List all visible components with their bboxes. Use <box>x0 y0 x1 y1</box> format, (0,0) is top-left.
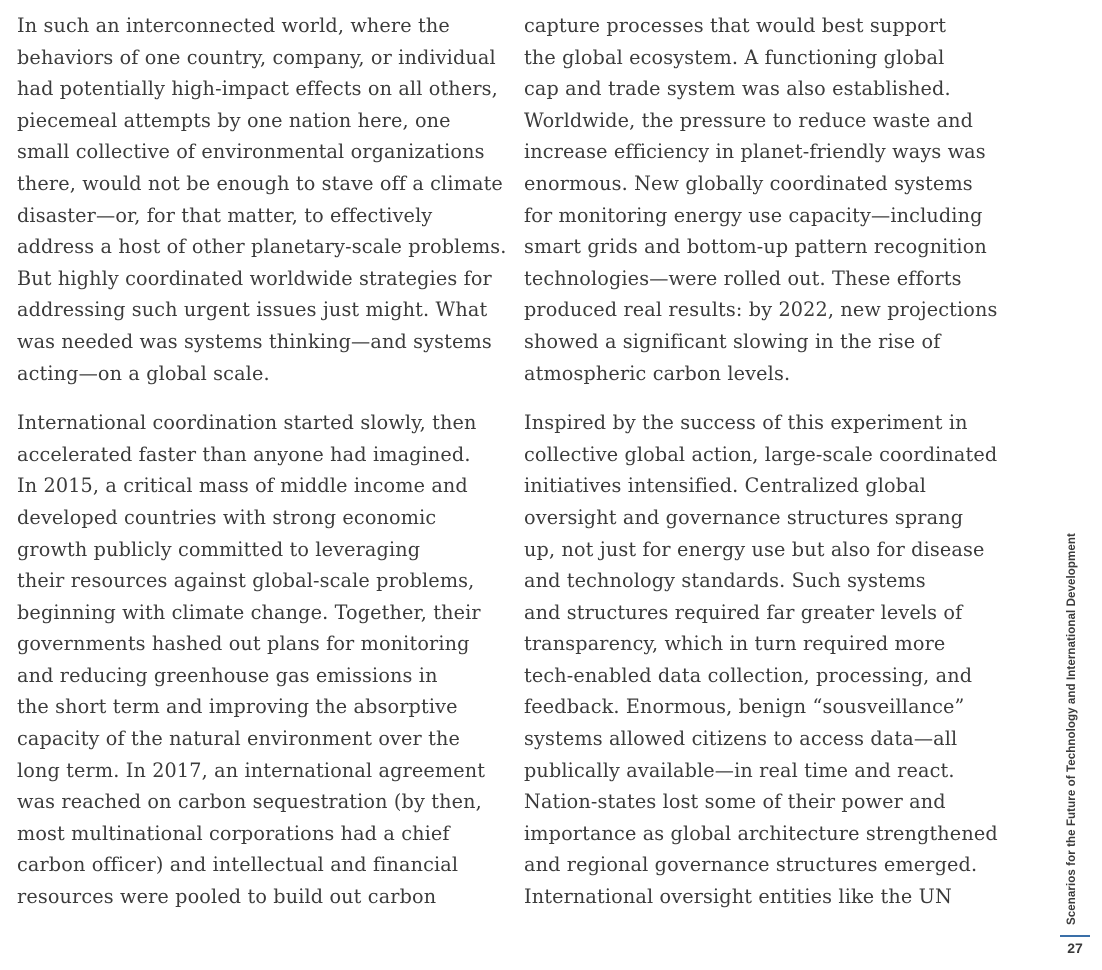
text-line: growth publicly committed to leveraging <box>17 537 421 561</box>
paragraph <box>524 10 998 389</box>
text-line: In 2015, a critical mass of middle income and <box>17 474 468 498</box>
text-line: behaviors of one country, company, or individual <box>17 45 496 69</box>
text-line: enormous. New globally coordinated systems <box>524 171 973 195</box>
text-line: showed a significant slowing in the rise of <box>524 329 941 353</box>
text-line: had potentially high-impact effects on all others, <box>17 77 498 101</box>
text-line: publically available—in real time and react. <box>524 758 955 782</box>
text-line: tech-enabled data collection, processing, and <box>524 663 973 687</box>
text-line: up, not just for energy use but also for disease <box>524 537 985 561</box>
paragraph <box>17 407 487 913</box>
text-line: and regional governance structures emerged. <box>524 853 978 877</box>
running-head: Scenarios for the Future of Technology and International Development <box>1066 533 1078 925</box>
text-line: piecemeal attempts by one nation here, one <box>17 108 451 132</box>
text-line: increase efficiency in planet-friendly ways was <box>524 140 986 164</box>
text-line: governments hashed out plans for monitoring <box>17 632 470 656</box>
text-line: feedback. Enormous, benign “sousveillance” <box>524 695 965 719</box>
text-line: transparency, which in turn required more <box>524 632 946 656</box>
text-line: for monitoring energy use capacity—including <box>524 203 983 227</box>
text-line: beginning with climate change. Together, their <box>17 600 481 624</box>
text-line: oversight and governance structures sprang <box>524 505 964 529</box>
text-line: technologies—were rolled out. These efforts <box>524 266 962 290</box>
text-line: there, would not be enough to stave off a climate <box>17 171 503 195</box>
page-number: 27 <box>1067 940 1083 956</box>
text-line: the global ecosystem. A functioning global <box>524 45 945 69</box>
text-line: long term. In 2017, an international agreement <box>17 758 486 782</box>
text-line: was reached on carbon sequestration (by then, <box>17 790 482 814</box>
text-line: systems allowed citizens to access data—all <box>524 727 958 751</box>
text-line: and structures required far greater levels of <box>524 600 963 624</box>
paragraph <box>17 10 507 389</box>
text-line: Worldwide, the pressure to reduce waste and <box>524 108 974 132</box>
text-line: International oversight entities like the UN <box>524 885 952 909</box>
text-line: their resources against global-scale problems, <box>17 569 475 593</box>
text-line: most multinational corporations had a chief <box>17 821 450 845</box>
text-line: acting—on a global scale. <box>17 361 270 385</box>
text-line: small collective of environmental organizations <box>17 140 485 164</box>
text-line: smart grids and bottom-up pattern recognition <box>524 235 987 259</box>
text-line: initiatives intensified. Centralized global <box>524 474 926 498</box>
text-line: and reducing greenhouse gas emissions in <box>17 663 438 687</box>
text-line: carbon officer) and intellectual and financial <box>17 853 459 877</box>
page-number-rule <box>1060 935 1090 937</box>
text-line: Nation-states lost some of their power and <box>524 790 946 814</box>
paragraph <box>524 407 998 913</box>
text-line: capacity of the natural environment over the <box>17 727 460 751</box>
text-line: resources were pooled to build out carbon <box>17 885 437 909</box>
text-line: capture processes that would best support <box>524 14 947 37</box>
text-line: But highly coordinated worldwide strategies for <box>17 266 492 290</box>
text-line: and technology standards. Such systems <box>524 569 926 593</box>
text-line: In such an interconnected world, where the <box>17 14 450 37</box>
text-line: address a host of other planetary-scale problems. <box>17 235 507 259</box>
text-line: International coordination started slowly, then <box>17 411 477 435</box>
left-text-column <box>17 10 507 931</box>
text-line: collective global action, large-scale coordinated <box>524 442 998 466</box>
text-line: the short term and improving the absorptive <box>17 695 458 719</box>
text-line: developed countries with strong economic <box>17 505 437 529</box>
text-line: Inspired by the success of this experiment in <box>524 411 968 435</box>
text-line: was needed was systems thinking—and systems <box>17 329 492 353</box>
right-text-column <box>524 10 998 931</box>
text-line: disaster—or, for that matter, to effectively <box>17 203 433 227</box>
text-line: accelerated faster than anyone had imagined. <box>17 442 471 466</box>
text-line: cap and trade system was also established. <box>524 77 951 101</box>
text-line: addressing such urgent issues just might. What <box>17 298 488 322</box>
text-line: importance as global architecture strengthened <box>524 821 998 845</box>
text-line: produced real results: by 2022, new projections <box>524 298 998 322</box>
text-line: atmospheric carbon levels. <box>524 361 791 385</box>
